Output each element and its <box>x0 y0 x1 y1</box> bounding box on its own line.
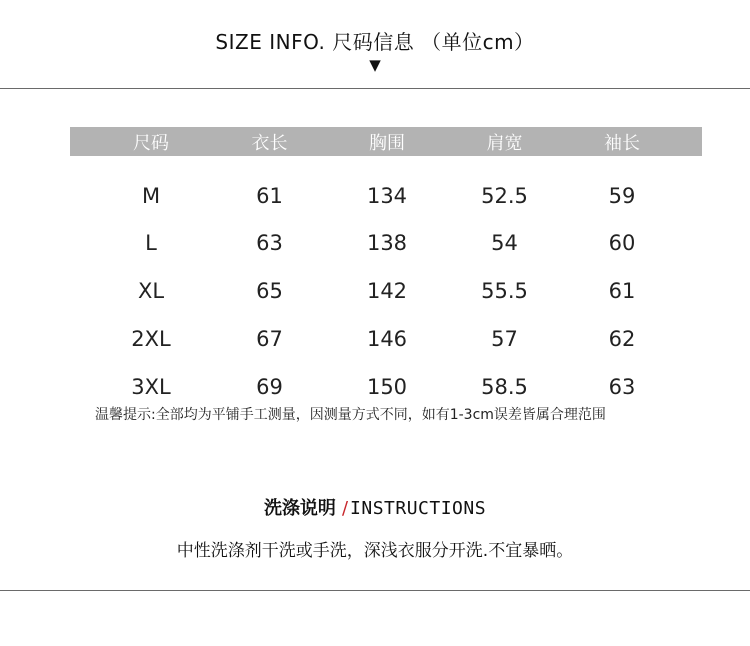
instructions-text: 中性洗涤剂干洗或手洗，深浅衣服分开洗.不宜暴晒。 <box>176 541 574 561</box>
title-slash: / <box>341 498 349 519</box>
column-header-size: 尺码 <box>133 132 169 154</box>
table-row <box>70 267 702 315</box>
chest-cell: 150 <box>366 375 408 399</box>
sleeve-cell: 59 <box>608 184 636 208</box>
table-row <box>70 173 702 219</box>
table-row <box>70 315 702 363</box>
chest-cell: 146 <box>366 327 408 351</box>
instructions-title <box>0 494 750 520</box>
column-header-sleeve: 袖长 <box>604 132 640 154</box>
sleeve-cell: 61 <box>608 279 636 303</box>
size-cell: 2XL <box>131 327 171 351</box>
length-cell: 65 <box>256 279 283 303</box>
shoulder-cell: 58.5 <box>481 375 528 399</box>
table-body <box>70 173 702 411</box>
size-cell: XL <box>137 279 165 303</box>
table-header <box>70 127 702 156</box>
measurement-note: 温馨提示:全部均为平铺手工测量，因测量方式不同，如有1-3cm误差皆属合理范围 <box>95 407 606 423</box>
shoulder-cell: 57 <box>491 327 518 351</box>
size-cell: 3XL <box>131 375 171 399</box>
sleeve-cell: 63 <box>608 375 636 399</box>
size-cell: L <box>145 231 157 255</box>
bottom-divider <box>0 590 750 591</box>
length-cell: 69 <box>256 375 283 399</box>
sleeve-cell: 62 <box>608 327 636 351</box>
chest-cell: 142 <box>366 279 408 303</box>
column-header-chest: 胸围 <box>369 132 405 154</box>
table-row <box>70 219 702 267</box>
length-cell: 63 <box>256 231 283 255</box>
shoulder-cell: 54 <box>491 231 518 255</box>
column-header-length: 衣长 <box>251 132 288 154</box>
page-title: SIZE INFO. 尺码信息 （单位cm） <box>215 30 535 54</box>
chest-cell: 134 <box>366 184 408 208</box>
size-cell: M <box>141 184 161 208</box>
length-cell: 61 <box>256 184 283 208</box>
instructions-title-cn: 洗涤说明 <box>263 498 336 519</box>
size-table <box>70 127 702 411</box>
sleeve-cell: 60 <box>608 231 636 255</box>
down-arrow-icon: ▼ <box>369 56 381 74</box>
instructions-title-en: INSTRUCTIONS <box>350 498 487 519</box>
chest-cell: 138 <box>366 231 408 255</box>
shoulder-cell: 55.5 <box>481 279 528 303</box>
length-cell: 67 <box>256 327 283 351</box>
shoulder-cell: 52.5 <box>481 184 528 208</box>
column-header-shoulder: 肩宽 <box>486 132 523 154</box>
top-divider <box>0 88 750 89</box>
